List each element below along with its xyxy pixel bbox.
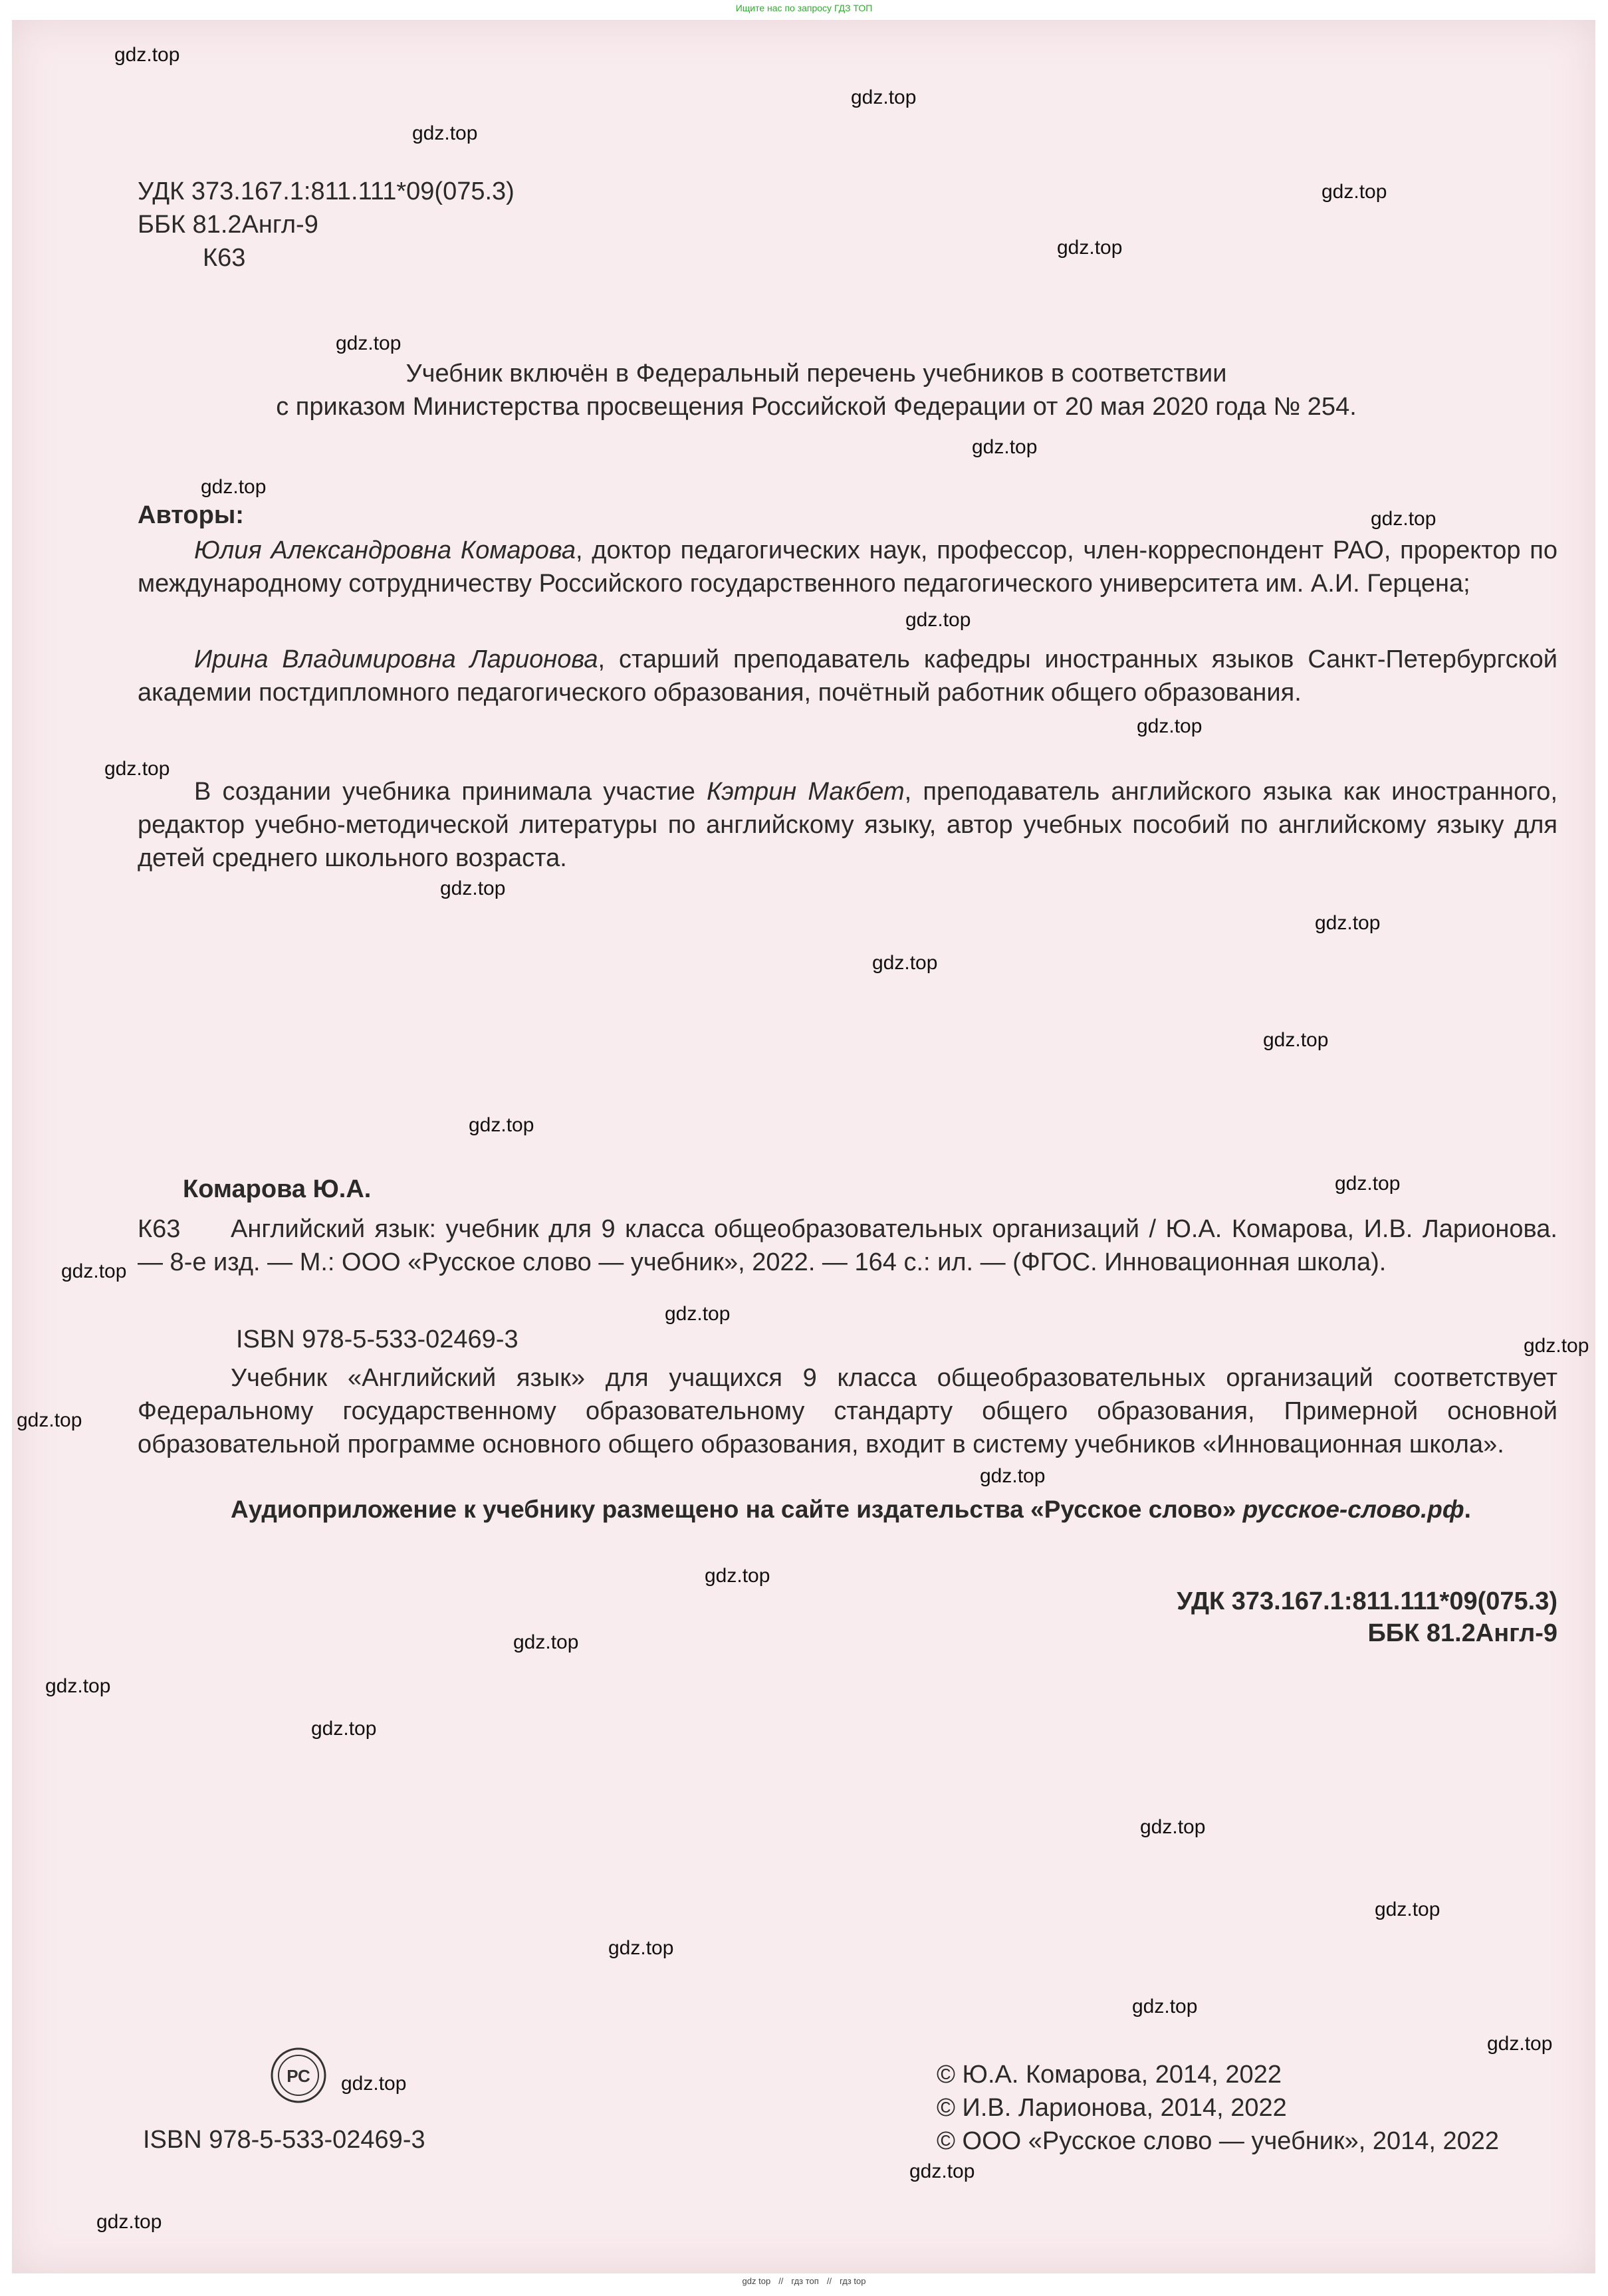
- biblio-bbk: ББК 81.2Англ-9: [1367, 1619, 1557, 1647]
- watermark-text: gdz.top: [1315, 912, 1381, 934]
- watermark-text: gdz.top: [440, 877, 506, 899]
- isbn-bottom: ISBN 978-5-533-02469-3: [143, 2126, 425, 2154]
- svg-text:РС: РС: [287, 2066, 310, 2086]
- copyright-1: © Ю.А. Комарова, 2014, 2022: [937, 2061, 1282, 2089]
- biblio-annotation: Учебник «Английский язык» для учащихся 9 класса общеобразовательных организаций соответствует Федеральному государственному образовательному стандарту общего образования, Примерной основной образовательной программе основного общего образования, входит в систему учебников «Инновационная школа».: [138, 1364, 1557, 1458]
- bbk-header: ББК 81.2Англ-9: [138, 211, 318, 239]
- watermark-text: gdz.top: [1335, 1173, 1401, 1195]
- bottom-banner-sep: //: [826, 2276, 832, 2286]
- audio-end: .: [1464, 1496, 1471, 1523]
- copyright-2: © И.В. Ларионова, 2014, 2022: [937, 2094, 1287, 2122]
- watermark-text: gdz.top: [1132, 1996, 1198, 2017]
- watermark-text: gdz.top: [1137, 715, 1203, 737]
- biblio-isbn: ISBN 978-5-533-02469-3: [236, 1325, 518, 1353]
- code-header: К63: [203, 244, 246, 272]
- contributor-suffix: , преподаватель английского языка как иностранного, редактор учебно-методической литературы по английскому языку, автор учебных пособий по английскому языку для детей среднего школьного возраста.: [138, 778, 1557, 872]
- biblio-record: Английский язык: учебник для 9 класса общеобразовательных организаций / Ю.А. Комарова, И.В. Ларионова. — 8-е изд. — М.: ООО «Русское слово — учебник», 2022. — 164 с.: ил. — (ФГОС. Инновационная школа).: [138, 1215, 1557, 1276]
- watermark-text: gdz.top: [114, 44, 180, 66]
- watermark-text: gdz.top: [336, 332, 402, 354]
- watermark-text: gdz.top: [1524, 1335, 1589, 1357]
- watermark-text: gdz.top: [705, 1565, 770, 1587]
- watermark-text: gdz.top: [665, 1303, 731, 1325]
- watermark-text: gdz.top: [45, 1675, 111, 1697]
- top-banner: Ищите нас по запросу ГДЗ ТОП: [735, 3, 873, 13]
- author2-name: Ирина Владимировна Ларионова: [194, 645, 598, 673]
- federal-list-line1: Учебник включён в Федеральный перечень учебников в соответствии: [405, 360, 1227, 388]
- watermark-text: gdz.top: [341, 2073, 407, 2095]
- watermark-text: gdz.top: [1487, 2033, 1553, 2055]
- watermark-text: gdz.top: [608, 1937, 674, 1959]
- contributor-name: Кэтрин Макбет: [707, 778, 905, 806]
- bottom-banner-item: гдз топ: [791, 2276, 819, 2286]
- watermark-text: gdz.top: [96, 2211, 162, 2233]
- contributor-paragraph: [138, 775, 1557, 875]
- author2-desc: , старший преподаватель кафедры иностранных языков Санкт-Петербургской академии постдипломного педагогического образования, почётный работник общего образования.: [138, 645, 1557, 707]
- watermark-text: gdz.top: [311, 1718, 377, 1740]
- watermark-text: gdz.top: [469, 1114, 534, 1136]
- author1-paragraph: [138, 534, 1557, 600]
- watermark-text: gdz.top: [909, 2160, 975, 2182]
- watermark-text: gdz.top: [972, 436, 1038, 458]
- federal-list-line2: с приказом Министерства просвещения Российской Федерации от 20 мая 2020 года № 254.: [276, 393, 1357, 421]
- watermark-text: gdz.top: [1263, 1029, 1329, 1051]
- bottom-banner-sep: //: [778, 2276, 784, 2286]
- contributor-prefix: В создании учебника принимала участие: [194, 778, 707, 806]
- watermark-text: gdz.top: [1321, 181, 1387, 203]
- biblio-author-heading: Комарова Ю.А.: [183, 1175, 372, 1203]
- author1-desc: , доктор педагогических наук, профессор, член-корреспондент РАО, проректор по международному сотрудничеству Российского государственного педагогического университета им. А.И. Герцена;: [138, 536, 1557, 598]
- watermark-text: gdz.top: [1140, 1816, 1206, 1838]
- bottom-banner-item: гдз top: [840, 2276, 866, 2286]
- watermark-text: gdz.top: [201, 476, 267, 498]
- watermark-text: gdz.top: [61, 1260, 127, 1282]
- audio-prefix: Аудиоприложение к учебнику размещено на сайте издательства «Русское слово»: [231, 1496, 1243, 1523]
- watermark-text: gdz.top: [104, 758, 170, 780]
- author2-paragraph: [138, 643, 1557, 709]
- watermark-text: gdz.top: [1375, 1898, 1440, 1920]
- audio-note: [231, 1493, 1471, 1526]
- author1-name: Юлия Александровна Комарова: [194, 536, 576, 564]
- bottom-banner: [0, 2276, 1608, 2286]
- audio-site: русское-слово.рф: [1242, 1496, 1464, 1523]
- udk-header: УДК 373.167.1:811.111*09(075.3): [138, 177, 515, 205]
- rst-certification-icon: [269, 2046, 328, 2105]
- biblio-code: К63: [138, 1215, 181, 1243]
- biblio-udk: УДК 373.167.1:811.111*09(075.3): [1177, 1587, 1557, 1615]
- watermark-text: gdz.top: [872, 952, 938, 974]
- copyright-3: © ООО «Русское слово — учебник», 2014, 2022: [937, 2127, 1500, 2155]
- watermark-text: gdz.top: [1057, 237, 1123, 259]
- bottom-banner-item: gdz top: [742, 2276, 771, 2286]
- watermark-text: gdz.top: [513, 1631, 579, 1653]
- watermark-text: gdz.top: [851, 86, 917, 108]
- authors-heading: Авторы:: [138, 501, 244, 529]
- watermark-text: gdz.top: [980, 1465, 1046, 1487]
- watermark-text: gdz.top: [412, 122, 478, 144]
- watermark-text: gdz.top: [905, 609, 971, 631]
- watermark-text: gdz.top: [17, 1409, 82, 1431]
- watermark-text: gdz.top: [1371, 508, 1436, 530]
